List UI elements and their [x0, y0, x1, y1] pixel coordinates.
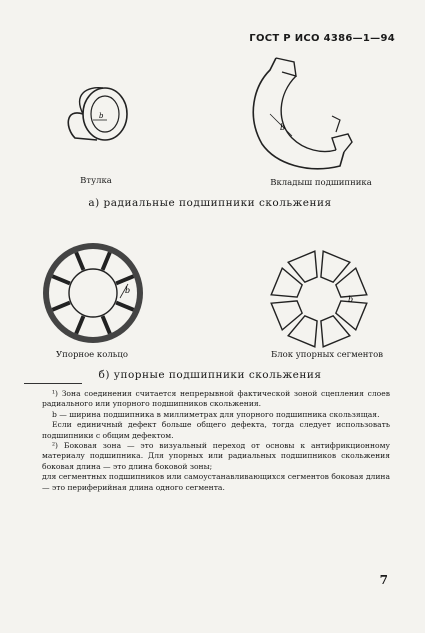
- dim-b-label: b: [125, 286, 131, 295]
- footnote-1: ¹) Зона соединения считается непрерывной фактической зоной сцепления слоев радиального или упорного подшипников скольжения.: [42, 389, 390, 409]
- footnote-1-defect: Если единичный дефект больше общего дефекта, тогда следует использовать подшипники с общим дефектом.: [42, 420, 390, 440]
- half-bearing-label: Вкладыш подшипника: [270, 178, 372, 188]
- dim-b-label: b: [280, 123, 286, 132]
- thrust-caption: б) упорные подшипники скольжения: [98, 369, 322, 381]
- footnote-2-segment: для сегментных подшипников или самоустанавливающихся сегментов боковая длина — это периферийная длина одного сегмента.: [42, 472, 390, 492]
- thrust-pads-label: Блок упорных сегментов: [270, 350, 384, 360]
- dim-b-label: b: [99, 112, 104, 120]
- footnote-rule: [24, 383, 82, 384]
- footnote-2: ²) Боковая зона — это визуальный переход от основы к антифрикционному материалу подшипника. Для упорных или радиальных подшипников скольжения боковая длина — это длина боковой зоны;: [42, 441, 390, 471]
- thrust-ring-label: Упорное кольцо: [56, 350, 128, 360]
- bushing-label: Втулка: [80, 176, 112, 186]
- footnotes: [42, 389, 390, 493]
- radial-caption: а) радиальные подшипники скольжения: [88, 197, 332, 209]
- thrust-pads-drawing: [264, 244, 374, 354]
- thrust-ring-drawing: [38, 238, 148, 348]
- dim-b-label: b: [348, 295, 354, 304]
- page-number: 7: [379, 573, 388, 587]
- standard-header: ГОСТ Р ИСО 4386—1—94: [249, 33, 395, 44]
- half-bearing-drawing: [236, 56, 366, 176]
- bushing-drawing: [55, 68, 135, 168]
- footnote-1-b: b — ширина подшипника в миллиметрах для упорного подшипника скользящая.: [52, 409, 380, 419]
